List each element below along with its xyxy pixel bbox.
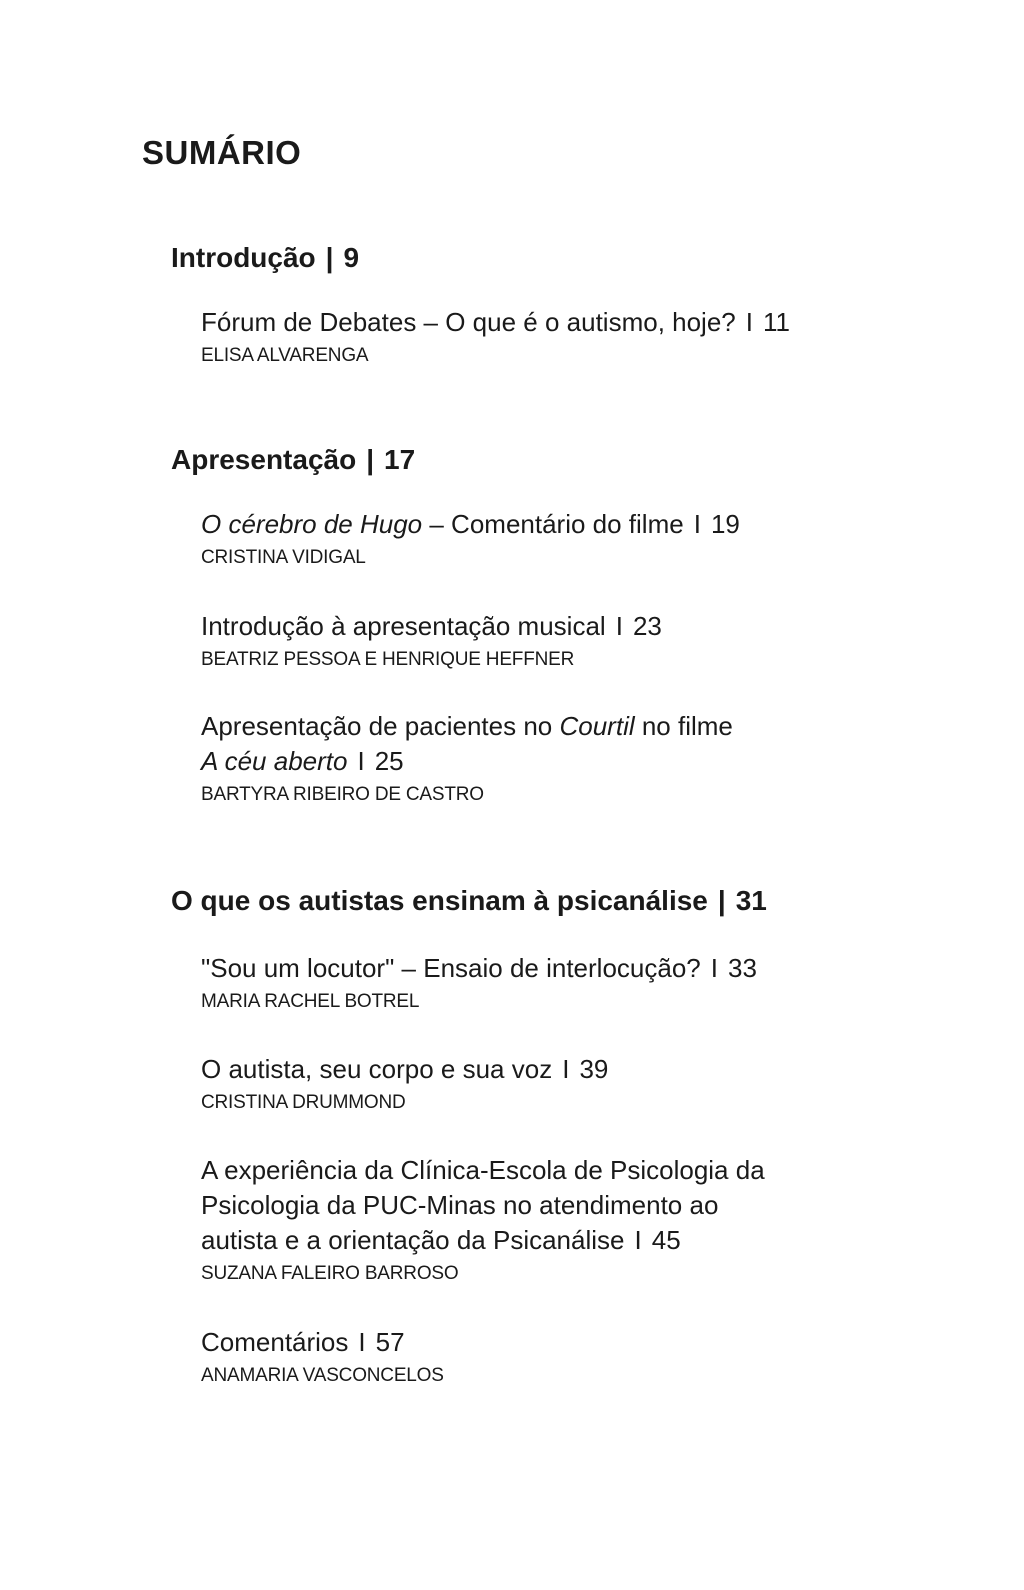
toc-entry-cerebro-de-hugo [201, 507, 740, 570]
entry-title: Fórum de Debates – O que é o autismo, hoje? I 11 [201, 307, 790, 337]
film-title: O cérebro de Hugo [201, 509, 423, 539]
entry-author: ELISA ALVARENGA [201, 345, 369, 366]
entry-author: CRISTINA DRUMMOND [201, 1092, 406, 1113]
entry-author: BARTYRA RIBEIRO DE CASTRO [201, 784, 484, 805]
entry-title: O autista, seu corpo e sua voz I 39 [201, 1054, 609, 1084]
toc-entry-forum-de-debates [201, 305, 790, 368]
page-separator: I [745, 307, 753, 337]
entry-page-number: 23 [632, 611, 662, 641]
page-separator: I [358, 1327, 366, 1357]
section-page-number: 31 [735, 885, 767, 916]
entry-author: SUZANA FALEIRO BARROSO [201, 1263, 459, 1284]
section-title: O que os autistas ensinam à psicanálise [171, 885, 708, 916]
heading-separator: | [325, 242, 334, 273]
toc-entry-apresentacao-musical [201, 609, 662, 672]
entry-page-number: 57 [375, 1327, 405, 1357]
section-page-number: 17 [384, 444, 416, 475]
page-separator: I [615, 611, 623, 641]
page-separator: I [634, 1225, 642, 1255]
toc-entry-sou-um-locutor [201, 951, 757, 1014]
heading-separator: | [366, 444, 375, 475]
entry-page-number: 19 [710, 509, 740, 539]
entry-page-number: 33 [728, 953, 757, 983]
toc-entry-autista-corpo-voz [201, 1052, 608, 1115]
heading-separator: | [717, 885, 726, 916]
entry-page-number: 11 [763, 307, 790, 337]
section-title: Introdução [171, 242, 316, 273]
section-title: Apresentação [171, 444, 357, 475]
toc-entry-clinica-escola [201, 1153, 765, 1286]
entry-title: "Sou um locutor" – Ensaio de interlocução? I 33 [201, 953, 757, 983]
toc-entry-apresentacao-pacientes [201, 709, 733, 807]
entry-title-line-3: autista e a orientação da Psicanálise I 45 [201, 1225, 681, 1255]
entry-title-line-2 [201, 744, 733, 779]
toc-entry-comentarios [201, 1325, 444, 1388]
entry-title: Apresentação de pacientes no Courtil no filme [201, 711, 733, 741]
entry-author: CRISTINA VIDIGAL [201, 547, 366, 568]
entry-page-number: 45 [651, 1225, 681, 1255]
entry-page-number: 25 [374, 746, 404, 776]
section-heading-autistas-ensinam [171, 885, 767, 917]
place-name: Courtil [559, 711, 635, 741]
entry-title: Introdução à apresentação musical I 23 [201, 611, 662, 641]
entry-title: O cérebro de Hugo – Comentário do filme I 19 [201, 509, 740, 539]
page-title: SUMÁRIO [142, 134, 302, 171]
entry-title: A experiência da Clínica-Escola de Psicologia da [201, 1155, 765, 1185]
entry-title-line-2: Psicologia da PUC-Minas no atendimento ao [201, 1190, 719, 1220]
page-separator: I [562, 1054, 570, 1084]
page-separator: I [357, 746, 365, 776]
page-separator: I [693, 509, 701, 539]
entry-author: MARIA RACHEL BOTREL [201, 991, 420, 1012]
entry-author: BEATRIZ PESSOA E HENRIQUE HEFFNER [201, 649, 575, 670]
section-heading-apresentacao [171, 444, 415, 476]
section-heading-introducao [171, 242, 359, 274]
section-page-number: 9 [343, 242, 360, 273]
page-separator: I [710, 953, 718, 983]
film-title: A céu aberto [201, 746, 348, 776]
entry-page-number: 39 [579, 1054, 609, 1084]
entry-title: Comentários I 57 [201, 1327, 405, 1357]
entry-author: ANAMARIA VASCONCELOS [201, 1365, 444, 1386]
